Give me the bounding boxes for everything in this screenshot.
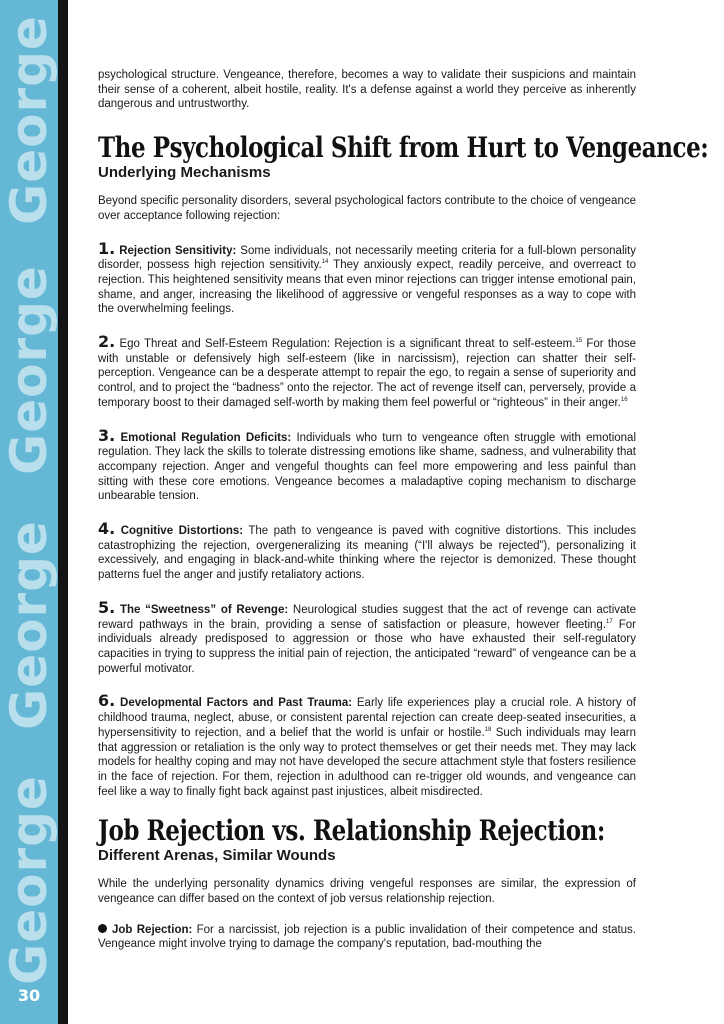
footnote-ref: 14 [321, 259, 329, 266]
item-text-cont: Such individuals may learn that aggression or retaliation is the only way to protect themselves or get their needs met. They may lack models for healthy coping and may not have developed the secure attachment style that fosters resilience in the face of rejection. For them, rejection in adulthood can re-trigger old wounds, and vengeance can feel like a way to finally fight back against past injustices, albeit misdirected. [98, 726, 636, 798]
item-text: Individuals who turn to vengeance often struggle with emotional regulation. They lack the skills to tolerate distressing emotions like shame, sadness, and vulnerability that accompany rejection. Anger and vengeful thoughts can feel more empowering and less painful than sitting with these core emotions. Vengeance becomes a maladaptive coping mechanism to discharge unbearable tension. [98, 431, 637, 503]
list-item-cognitive-distortions [98, 519, 636, 583]
bullet-label: Job Rejection: [112, 923, 193, 936]
item-label: Cognitive Distortions: [120, 525, 244, 538]
section-title-psychological-shift: The Psychological Shift from Hurt to Vengeance: [98, 131, 709, 165]
item-text-cont: For those with unstable or defensively high self-esteem (like in narcissism), rejection can shatter their self-perception. Vengeance can be a desperate attempt to repair the ego, to regain a sense of superiority and control, and to project the “badness” onto the rejector. The act of revenge itself can, perversely, provide a temporary boost to their damaged self-worth by making them feel powerful or “righteous” in their anger. [98, 338, 636, 409]
item-label: Emotional Regulation Deficits: [120, 431, 292, 444]
section-subtitle-different-arenas: Different Arenas, Similar Wounds [98, 847, 336, 865]
bullet-job-rejection [98, 923, 636, 952]
list-item-developmental-factors [98, 691, 636, 799]
footnote-ref: 18 [484, 726, 492, 733]
item-label: The “Sweetness” of Revenge: [119, 603, 289, 616]
list-item-emotional-regulation [98, 425, 637, 505]
item-number: 5. [98, 597, 116, 617]
bullet-text: For a narcissist, job rejection is a public invalidation of their competence and status. Vengeance might involve trying to damage the company's reputation, bad-mouthing the [98, 923, 637, 951]
item-number: 4. [98, 519, 116, 539]
section-lead-paragraph: Beyond specific personality disorders, several psychological factors contribute to the choice of vengeance over acceptance following rejection: [98, 195, 636, 222]
item-number: 1. [98, 238, 116, 258]
item-text: The path to vengeance is paved with cognitive distortions. This includes catastrophizing the rejection, overgeneralizing its meaning (“I'll always be rejected”), personalizing it excessively, and engaging in black-and-white thinking where the rejector is demonized. These thought patterns fuel the anger and justify retaliatory actions. [98, 525, 636, 582]
intro-paragraph: psychological structure. Vengeance, therefore, becomes a way to validate their suspicions and maintain their sense of a coherent, albeit hostile, reality. It's a defense against a world they perceive as inherently dangerous and untrustworthy. [98, 69, 636, 111]
footnote-ref: 15 [575, 338, 583, 345]
section-title-job-vs-relationship: Job Rejection vs. Relationship Rejection: [98, 814, 605, 848]
item-text: Early life experiences play a crucial role. A history of childhood trauma, neglect, abuse, or consistent parental rejection can create deep-seated insecurities, a hypersensitivity to rejection, and a belief that the world is unfair or hostile. [98, 697, 636, 739]
list-item-ego-threat [98, 332, 636, 411]
section2-lead-paragraph: While the underlying personality dynamics driving vengeful responses are similar, the expression of vengeance can differ based on the context of job versus relationship rejection. [98, 878, 636, 906]
item-text-cont: They anxiously expect, readily perceive, and overreact to rejection. This heightened sensitivity means that even minor rejections can trigger intense emotional pain, shame, and anger, increasing the likelihood of aggressive or vengeful responses as a way to cope with the overwhelming feelings. [98, 259, 636, 316]
footnote-ref: 17 [606, 618, 613, 625]
page-content [98, 68, 709, 952]
section-subtitle-underlying-mechanisms: Underlying Mechanisms [98, 164, 271, 182]
list-item-sweetness-of-revenge [98, 597, 637, 677]
item-label: Developmental Factors and Past Trauma: [120, 697, 353, 710]
list-item-rejection-sensitivity [98, 238, 636, 318]
item-number: 3. [98, 425, 116, 445]
item-text: Some individuals, not necessarily meeting criteria for a full-blown personality disorder, possess high rejection sensitivity. [98, 244, 636, 272]
page-edge-bar [58, 0, 68, 1024]
item-label: Rejection Sensitivity: [119, 244, 237, 257]
bullet-dot-icon [98, 924, 107, 933]
page-number: 30 [17, 986, 41, 1005]
item-text: Ego Threat and Self-Esteem Regulation: Rejection is a significant threat to self-esteem. [115, 338, 576, 351]
sidebar: George George George George 30 [0, 0, 58, 1024]
item-number: 6. [98, 691, 116, 711]
item-number: 2. [98, 332, 116, 352]
item-text-cont: For individuals already predisposed to aggression or those who have exhausted their self-regulatory capacities in trying to suppress the initial pain of rejection, the anticipated “reward” of vengeance can be a powerful motivator. [98, 618, 637, 675]
footnote-ref: 16 [620, 397, 628, 404]
item-text: Neurological studies suggest that the act of revenge can activate reward pathways in the brain, providing a sense of satisfaction or pleasure, however fleeting. [98, 603, 636, 631]
